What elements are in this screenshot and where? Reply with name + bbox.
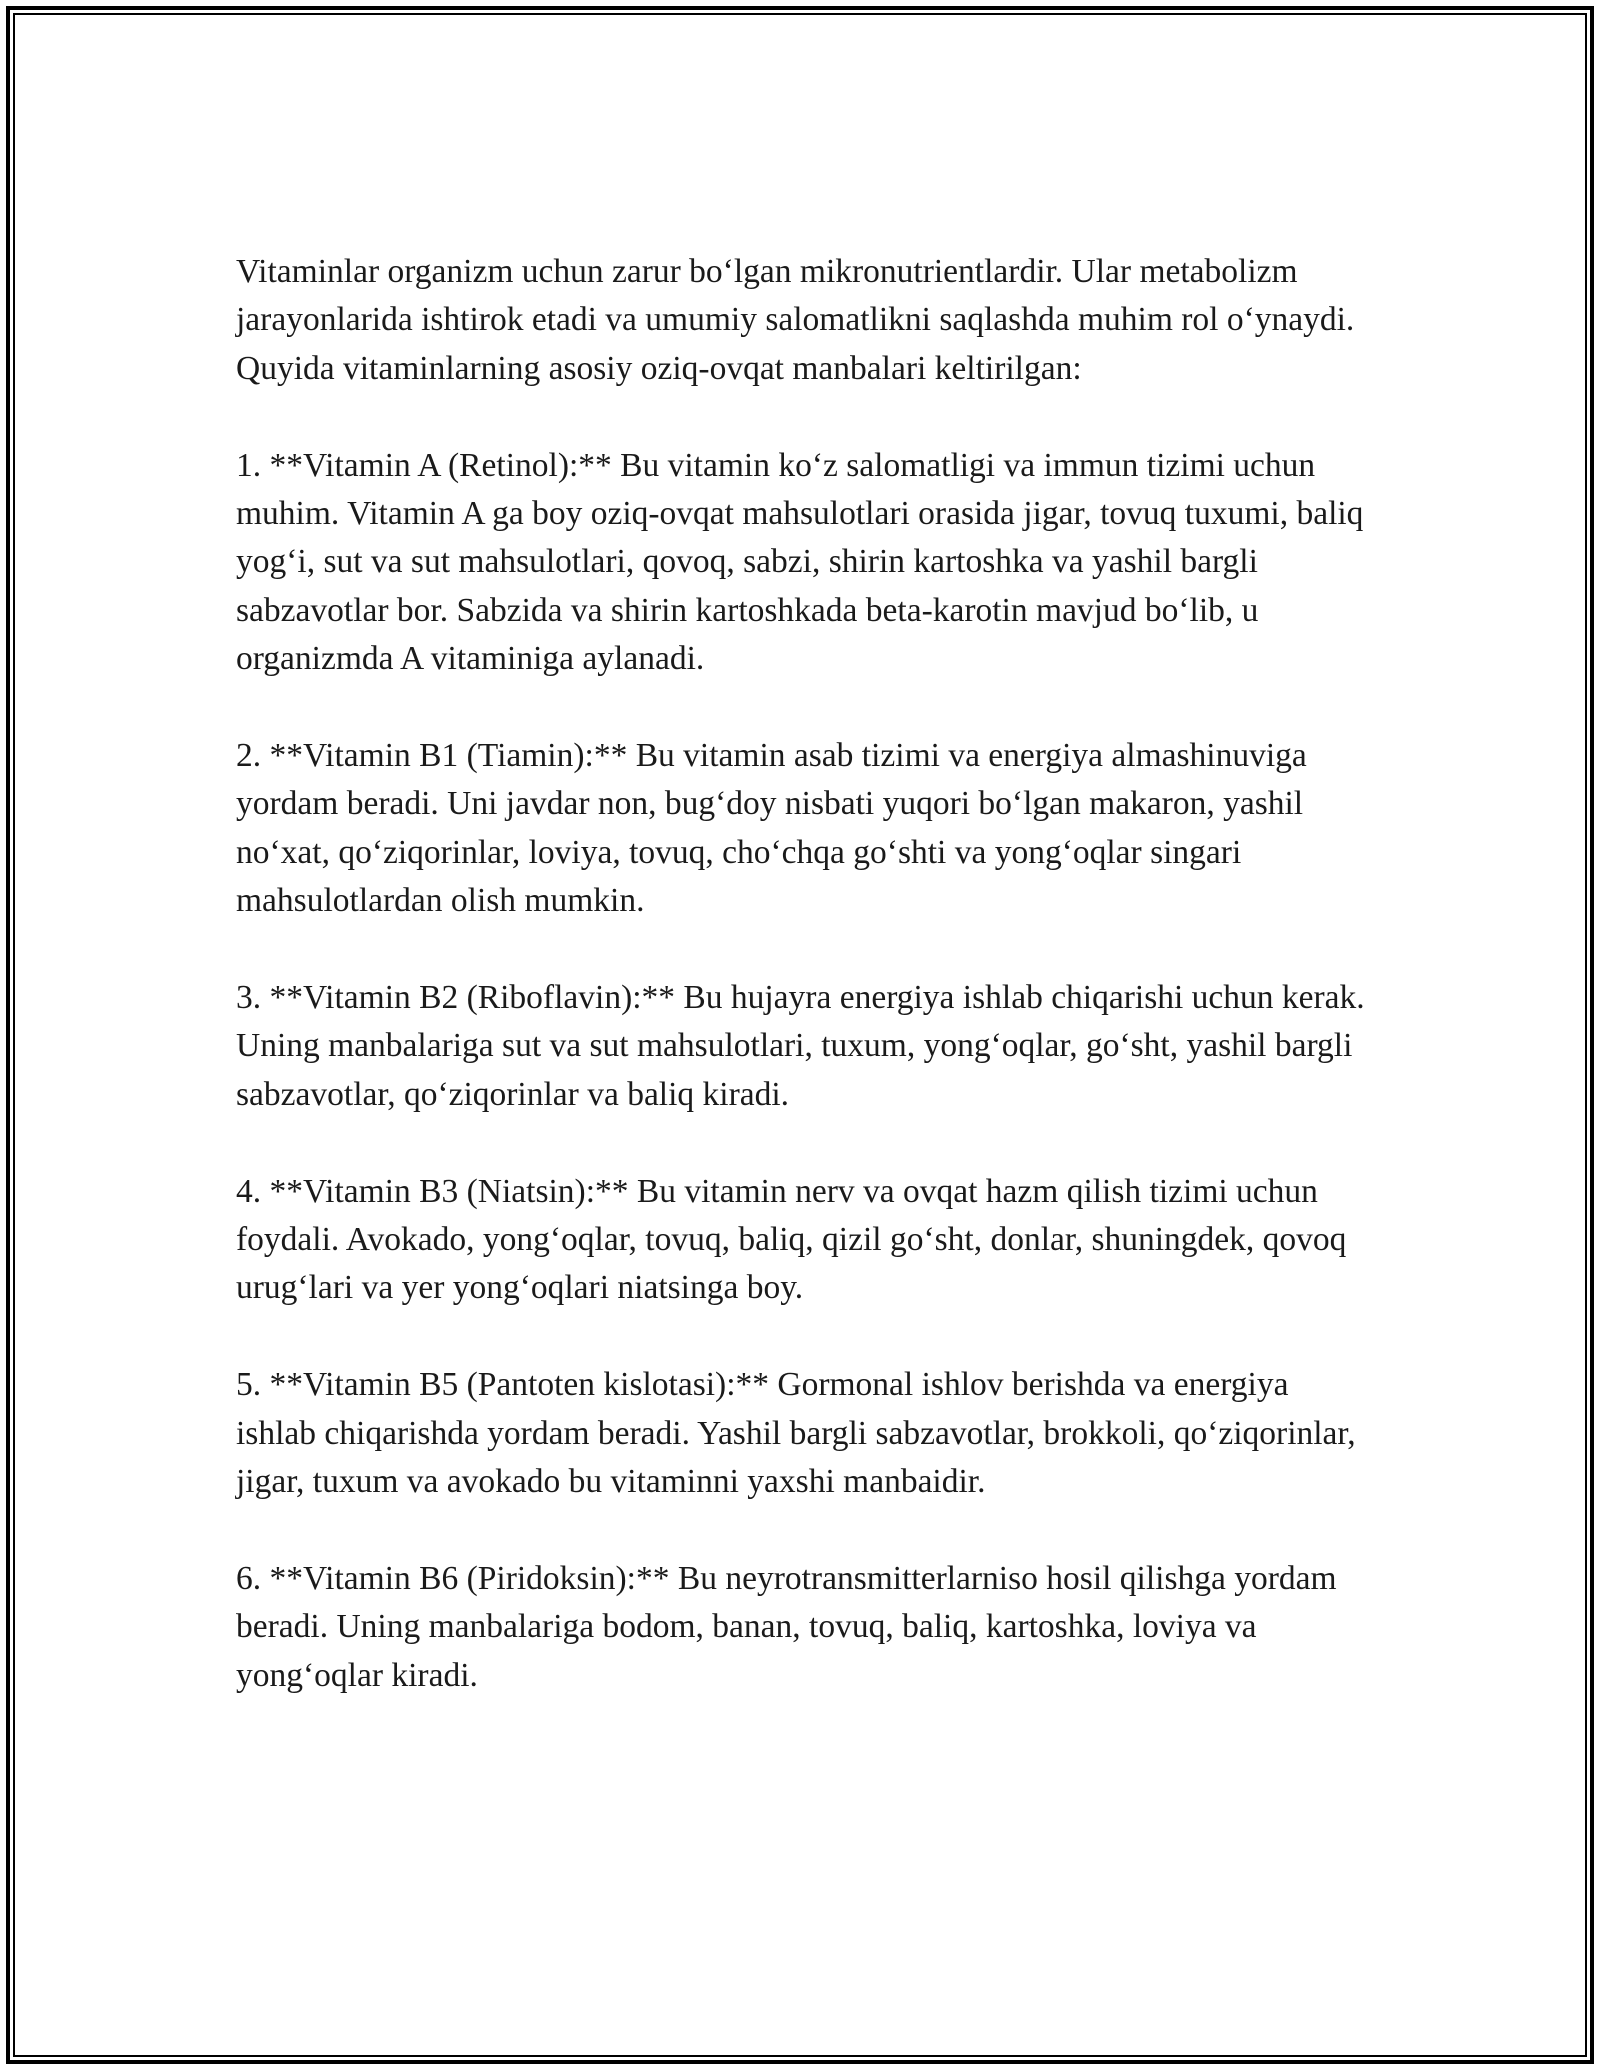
vitamin-a-paragraph: 1. **Vitamin A (Retinol):** Bu vitamin ko‘z salomatligi va immun tizimi uchun muhim. Vitamin A ga boy oziq-ovqat mahsulotlari orasida jigar, tovuq tuxumi, baliq yog‘i, sut va sut mahsulotlari, qovoq, sabzi, shirin kartoshka va yashil bargli sabzavotlar bor. Sabzida va shirin kartoshkada beta-karotin mavjud bo‘lib, u organizmda A vitaminiga aylanadi.: [236, 446, 1364, 678]
intro-paragraph: Vitaminlar organizm uchun zarur bo‘lgan mikronutrientlardir. Ular metabolizm jarayonlarida ishtirok etadi va umumiy salomatlikni saqlashda muhim rol o‘ynaydi. Quyida vitaminlarning asosiy oziq-ovqat manbalari keltirilgan:: [236, 253, 1355, 387]
vitamin-b5-paragraph: 5. **Vitamin B5 (Pantoten kislotasi):** Gormonal ishlov berishda va energiya ishlab chiqarishda yordam beradi. Yashil bargli sabzavotlar, brokkoli, qo‘ziqorinlar, jigar, tuxum va avokado bu vitaminni yaxshi manbaidir.: [236, 1366, 1356, 1501]
vitamin-b2-paragraph: 3. **Vitamin B2 (Riboflavin):** Bu hujayra energiya ishlab chiqarishi uchun kerak. Uning manbalariga sut va sut mahsulotlari, tuxum, yong‘oqlar, go‘sht, yashil bargli sabzavotlar, qo‘ziqorinlar va baliq kiradi.: [236, 979, 1365, 1113]
vitamin-b1-paragraph: 2. **Vitamin B1 (Tiamin):** Bu vitamin asab tizimi va energiya almashinuviga yordam beradi. Uni javdar non, bug‘doy nisbati yuqori bo‘lgan makaron, yashil no‘xat, qo‘ziqorinlar, loviya, tovuq, cho‘chqa go‘shti va yong‘oqlar singari mahsulotlardan olish mumkin.: [236, 737, 1307, 920]
document-body: [236, 248, 1366, 1748]
vitamin-b3-paragraph: 4. **Vitamin B3 (Niatsin):** Bu vitamin nerv va ovqat hazm qilish tizimi uchun foydali. Avokado, yong‘oqlar, tovuq, baliq, qizil go‘sht, donlar, shuningdek, qovoq urug‘lari va yer yong‘oqlari niatsinga boy.: [236, 1172, 1347, 1307]
vitamin-b6-paragraph: 6. **Vitamin B6 (Piridoksin):** Bu neyrotransmitterlarniso hosil qilishga yordam beradi. Uning manbalariga bodom, banan, tovuq, baliq, kartoshka, loviya va yong‘oqlar kiradi.: [236, 1559, 1337, 1694]
